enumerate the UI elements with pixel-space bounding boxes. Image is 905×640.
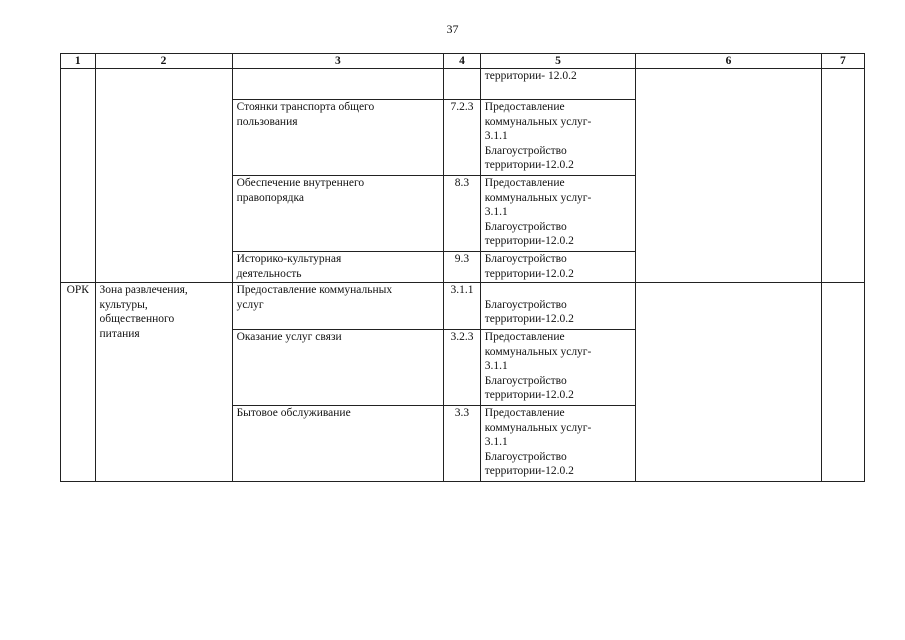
auxiliary-use-line: 3.1.1 [484,130,508,142]
use-name-line: Бытовое обслуживание [236,407,351,419]
auxiliary-use-line: коммунальных услуг- [484,115,592,128]
use-name-cell [232,283,444,330]
auxiliary-use-line: территории-12.0.2 [484,313,574,325]
auxiliary-use-line: коммунальных услуг- [484,345,592,358]
use-name-cell [232,176,444,252]
use-code-cell: 9.3 [444,252,481,283]
use-name-line: правопорядка [236,191,305,204]
use-code-cell: 3.2.3 [444,330,481,406]
auxiliary-use-line: Благоустройство [484,298,567,311]
auxiliary-use-line: Благоустройство [484,374,567,387]
auxiliary-use-line: 3.1.1 [484,206,508,218]
auxiliary-use-line: Благоустройство [484,220,567,233]
page-number: 37 [446,22,459,36]
auxiliary-use-cell [480,69,635,100]
use-code-cell [444,69,481,100]
col6-cell [636,69,822,283]
use-code-cell: 8.3 [444,176,481,252]
use-name-line: Предоставление коммунальных [236,284,393,296]
auxiliary-use-blank-line [485,283,631,298]
auxiliary-use-line: Благоустройство [484,253,567,265]
zone-name-line: культуры, [99,298,148,311]
zone-code-cell: ОРК [61,283,96,482]
col7-cell [821,69,864,283]
header-col-4: 4 [444,54,481,69]
header-col-7: 7 [821,54,864,69]
auxiliary-use-line: территории-12.0.2 [484,465,574,477]
use-name-line: услуг [236,298,264,311]
auxiliary-use-cell [480,330,635,406]
header-col-5: 5 [480,54,635,69]
auxiliary-use-line: территории-12.0.2 [484,159,574,171]
auxiliary-use-line: Предоставление [484,177,565,189]
header-col-1: 1 [61,54,96,69]
use-name-cell [232,252,444,283]
zone-name-line: Зона развлечения, [99,284,188,296]
auxiliary-use-line: Благоустройство [484,450,567,463]
use-name-line: деятельность [236,267,302,280]
use-code-cell: 3.3 [444,406,481,482]
auxiliary-use-line: коммунальных услуг- [484,191,592,204]
header-col-2: 2 [95,54,232,69]
auxiliary-use-cell [480,283,635,330]
use-name-line: Оказание услуг связи [236,331,342,343]
auxiliary-use-line: коммунальных услуг- [484,421,592,434]
table-row [61,283,865,330]
use-name-line: Историко-культурная [236,253,342,265]
zone-name-cell [95,283,232,482]
zone-name-line: общественного [99,313,175,325]
auxiliary-use-cell [480,176,635,252]
header-row [61,54,865,69]
col7-cell [821,283,864,482]
use-name-line: Обеспечение внутреннего [236,177,365,189]
use-name-cell [232,100,444,176]
use-name-line: Стоянки транспорта общего [236,101,375,113]
header-col-3: 3 [232,54,444,69]
auxiliary-use-line: территории-12.0.2 [484,267,574,280]
auxiliary-use-line: территории-12.0.2 [484,389,574,401]
use-name-cell [232,330,444,406]
zone-name-cell [95,69,232,283]
auxiliary-use-line: Предоставление [484,331,565,343]
auxiliary-use-cell [480,406,635,482]
table-row [61,69,865,100]
auxiliary-use-line: Предоставление [484,101,565,113]
use-name-cell [232,406,444,482]
use-name-line: пользования [236,115,298,128]
auxiliary-use-line: территории-12.0.2 [484,235,574,247]
use-code-cell: 7.2.3 [444,100,481,176]
use-code-cell: 3.1.1 [444,283,481,330]
header-col-6: 6 [636,54,822,69]
auxiliary-use-line: Предоставление [484,407,565,419]
zone-name-line: питания [99,327,140,340]
zoning-table [60,53,865,482]
auxiliary-use-cell [480,100,635,176]
auxiliary-use-line: 3.1.1 [484,360,508,372]
zone-code-cell [61,69,96,283]
auxiliary-use-line: Благоустройство [484,144,567,157]
auxiliary-use-line: территории- 12.0.2 [484,70,577,82]
auxiliary-use-line: 3.1.1 [484,436,508,448]
col6-cell [636,283,822,482]
auxiliary-use-cell [480,252,635,283]
use-name-cell [232,69,444,100]
